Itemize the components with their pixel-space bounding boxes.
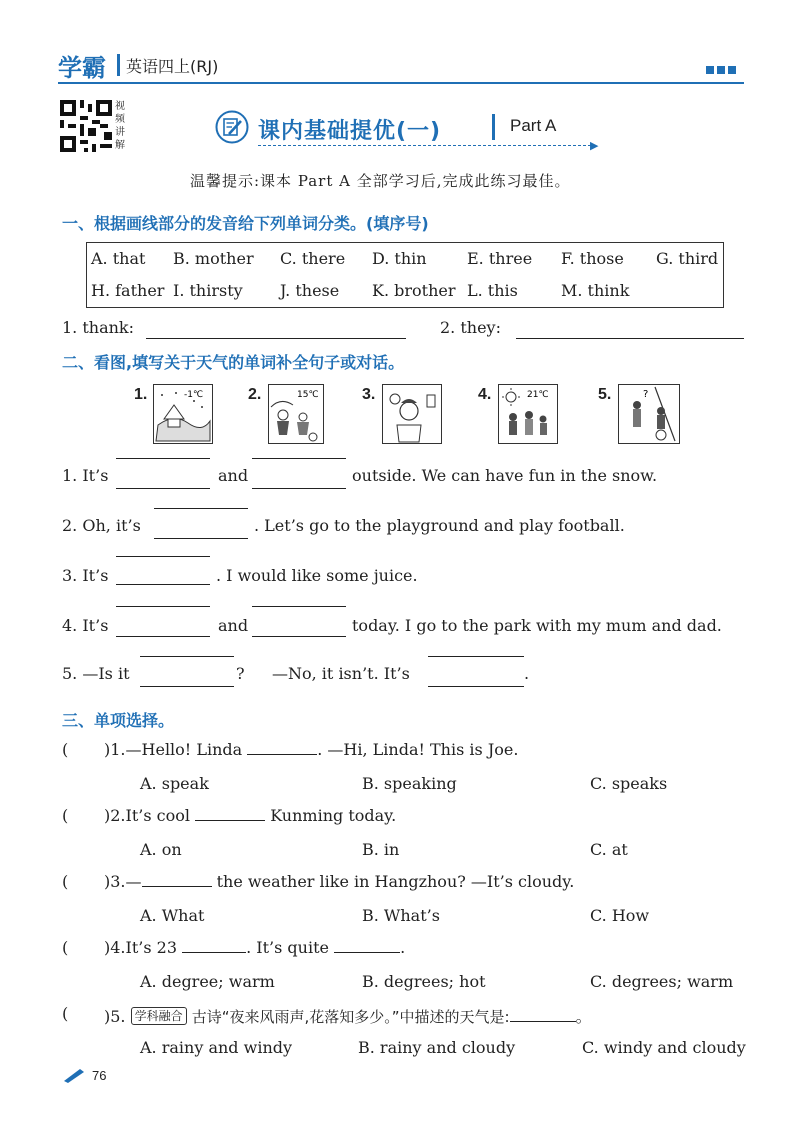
word-item: L. this	[467, 281, 518, 300]
sentence-4-part: 4. It’s	[62, 616, 109, 635]
word-item: C. there	[280, 249, 346, 268]
question-text: —Hello! Linda	[125, 740, 243, 759]
question-text: .	[400, 938, 406, 957]
answer-blank[interactable]	[428, 686, 524, 687]
title-part: Part A	[510, 116, 557, 135]
tip-text: 温馨提示:课本 Part A 全部学习后,完成此练习最佳。	[190, 172, 571, 190]
answer-blank[interactable]	[116, 556, 210, 557]
notebook-pencil-icon	[215, 110, 249, 144]
title-dashed-line	[258, 145, 596, 146]
answer-blank[interactable]	[510, 1021, 576, 1022]
question-4	[104, 938, 405, 957]
answer-blank[interactable]	[116, 458, 210, 459]
answer-blank[interactable]	[154, 508, 248, 509]
question-number: )5.	[104, 1007, 126, 1026]
answer-blank[interactable]	[116, 606, 210, 607]
sentence-5-part: ?	[236, 664, 245, 683]
answer-blank[interactable]	[116, 584, 210, 585]
word-item: E. three	[467, 249, 533, 268]
question-2	[104, 806, 396, 825]
word-item: D. thin	[372, 249, 427, 268]
sentence-1-part: and	[218, 466, 249, 485]
sentence-4-part: today. I go to the park with my mum and dad.	[352, 616, 722, 635]
option-b[interactable]: B. degrees; hot	[362, 972, 486, 991]
answer-blank[interactable]	[247, 754, 317, 755]
windy-scene-picture	[618, 384, 680, 444]
answer-blank[interactable]	[140, 656, 234, 657]
question-text: 古诗“夜来风雨声,花落知多少。”中描述的天气是:	[191, 1008, 510, 1026]
header-square	[717, 66, 725, 74]
answer-blank[interactable]	[154, 538, 248, 539]
answer-paren[interactable]: (	[62, 872, 69, 891]
brand-logo: 学霸	[58, 54, 106, 82]
option-a[interactable]: A. on	[140, 840, 182, 859]
question-number: )3.	[104, 872, 126, 891]
word-item: H. father	[91, 281, 165, 300]
word-item: M. think	[561, 281, 630, 300]
sort-question-1: 1. thank:	[62, 318, 135, 337]
answer-blank[interactable]	[195, 820, 265, 821]
answer-paren[interactable]: (	[62, 1004, 69, 1023]
question-text: . —Hi, Linda! This is Joe.	[317, 740, 519, 759]
qr-label: 视频讲解	[115, 101, 125, 151]
question-text: . It’s quite	[246, 938, 329, 957]
option-a[interactable]: A. What	[140, 906, 205, 925]
picture-number: 2.	[248, 386, 262, 403]
answer-blank[interactable]	[252, 636, 346, 637]
sentence-3-part: . I would like some juice.	[216, 566, 418, 585]
answer-blank[interactable]	[252, 488, 346, 489]
page-number: 76	[92, 1068, 107, 1083]
answer-blank[interactable]	[252, 458, 346, 459]
question-text: —	[125, 872, 142, 891]
sentence-5-part: .	[524, 664, 530, 683]
question-text: 。	[575, 1007, 592, 1026]
option-c[interactable]: C. at	[590, 840, 628, 859]
option-a[interactable]: A. rainy and windy	[140, 1038, 293, 1057]
question-number: )4.	[104, 938, 126, 957]
question-3	[104, 872, 574, 891]
header-square	[728, 66, 736, 74]
picture-question-mark: ?	[643, 389, 649, 400]
option-b[interactable]: B. rainy and cloudy	[358, 1038, 516, 1057]
sort-question-2: 2. they:	[440, 318, 501, 337]
sentence-1-part: outside. We can have fun in the snow.	[352, 466, 658, 485]
answer-blank[interactable]	[516, 338, 744, 339]
picture-number: 1.	[134, 386, 148, 403]
word-item: K. brother	[372, 281, 456, 300]
option-b[interactable]: B. What’s	[362, 906, 440, 925]
option-c[interactable]: C. degrees; warm	[590, 972, 734, 991]
sentence-5-part: —No, it isn’t. It’s	[272, 664, 410, 683]
warm-sunny-family-picture	[498, 384, 558, 444]
header-square	[706, 66, 714, 74]
sentence-2-part: . Let’s go to the playground and play football.	[254, 516, 625, 535]
snowy-scene-picture	[153, 384, 213, 444]
picture-number: 4.	[478, 386, 492, 403]
option-b[interactable]: B. in	[362, 840, 400, 859]
word-item: A. that	[91, 249, 146, 268]
option-a[interactable]: A. speak	[140, 774, 209, 793]
sentence-4-part: and	[218, 616, 249, 635]
book-title: 英语四上(RJ)	[126, 57, 219, 76]
word-box	[86, 242, 724, 308]
answer-blank[interactable]	[116, 636, 210, 637]
question-number: )1.	[104, 740, 126, 759]
section3-heading: 三、单项选择。	[62, 711, 175, 730]
arrow-right-icon: ▶	[590, 139, 599, 152]
word-item: F. those	[561, 249, 624, 268]
question-text: the weather like in Hangzhou? —It’s cloudy.	[216, 872, 575, 891]
question-text: It’s cool	[125, 806, 190, 825]
picture-temp: 21℃	[527, 390, 549, 400]
question-5	[104, 1004, 592, 1027]
option-c[interactable]: C. How	[590, 906, 650, 925]
word-item: I. thirsty	[173, 281, 243, 300]
word-item: B. mother	[173, 249, 254, 268]
question-number: )2.	[104, 806, 126, 825]
answer-blank[interactable]	[116, 488, 210, 489]
answer-blank[interactable]	[182, 952, 246, 953]
title-separator	[492, 114, 495, 140]
header-rule	[58, 82, 744, 84]
option-c[interactable]: C. windy and cloudy	[582, 1038, 746, 1057]
answer-blank[interactable]	[142, 886, 212, 887]
option-a[interactable]: A. degree; warm	[140, 972, 275, 991]
question-text: It’s 23	[125, 938, 178, 957]
football-scene-picture	[268, 384, 324, 444]
subject-tag: 学科融合	[131, 1007, 187, 1025]
answer-blank[interactable]	[146, 338, 406, 339]
sentence-5-part: 5. —Is it	[62, 664, 130, 683]
header-separator	[117, 54, 120, 76]
word-item: J. these	[280, 281, 340, 300]
section1-heading: 一、根据画线部分的发音给下列单词分类。(填序号)	[62, 214, 429, 233]
picture-temp: -1℃	[184, 390, 204, 400]
question-1	[104, 740, 518, 759]
qr-code-icon[interactable]	[60, 100, 112, 152]
sentence-3-part: 3. It’s	[62, 566, 109, 585]
section2-heading: 二、看图,填写关于天气的单词补全句子或对话。	[62, 353, 405, 372]
answer-paren[interactable]: (	[62, 806, 69, 825]
answer-blank[interactable]	[252, 606, 346, 607]
page-title: 课内基础提优(一)	[258, 119, 442, 144]
answer-blank[interactable]	[140, 686, 234, 687]
answer-paren[interactable]: (	[62, 740, 69, 759]
picture-number: 5.	[598, 386, 612, 403]
picture-number: 3.	[362, 386, 376, 403]
answer-blank[interactable]	[428, 656, 524, 657]
sentence-2-part: 2. Oh, it’s	[62, 516, 141, 535]
hot-scene-picture	[382, 384, 442, 444]
answer-paren[interactable]: (	[62, 938, 69, 957]
sentence-1-part: 1. It’s	[62, 466, 109, 485]
word-item: G. third	[656, 249, 719, 268]
option-c[interactable]: C. speaks	[590, 774, 668, 793]
picture-temp: 15℃	[297, 390, 319, 400]
option-b[interactable]: B. speaking	[362, 774, 457, 793]
pen-icon	[62, 1067, 86, 1083]
question-text: Kunming today.	[270, 806, 397, 825]
answer-blank[interactable]	[334, 952, 400, 953]
